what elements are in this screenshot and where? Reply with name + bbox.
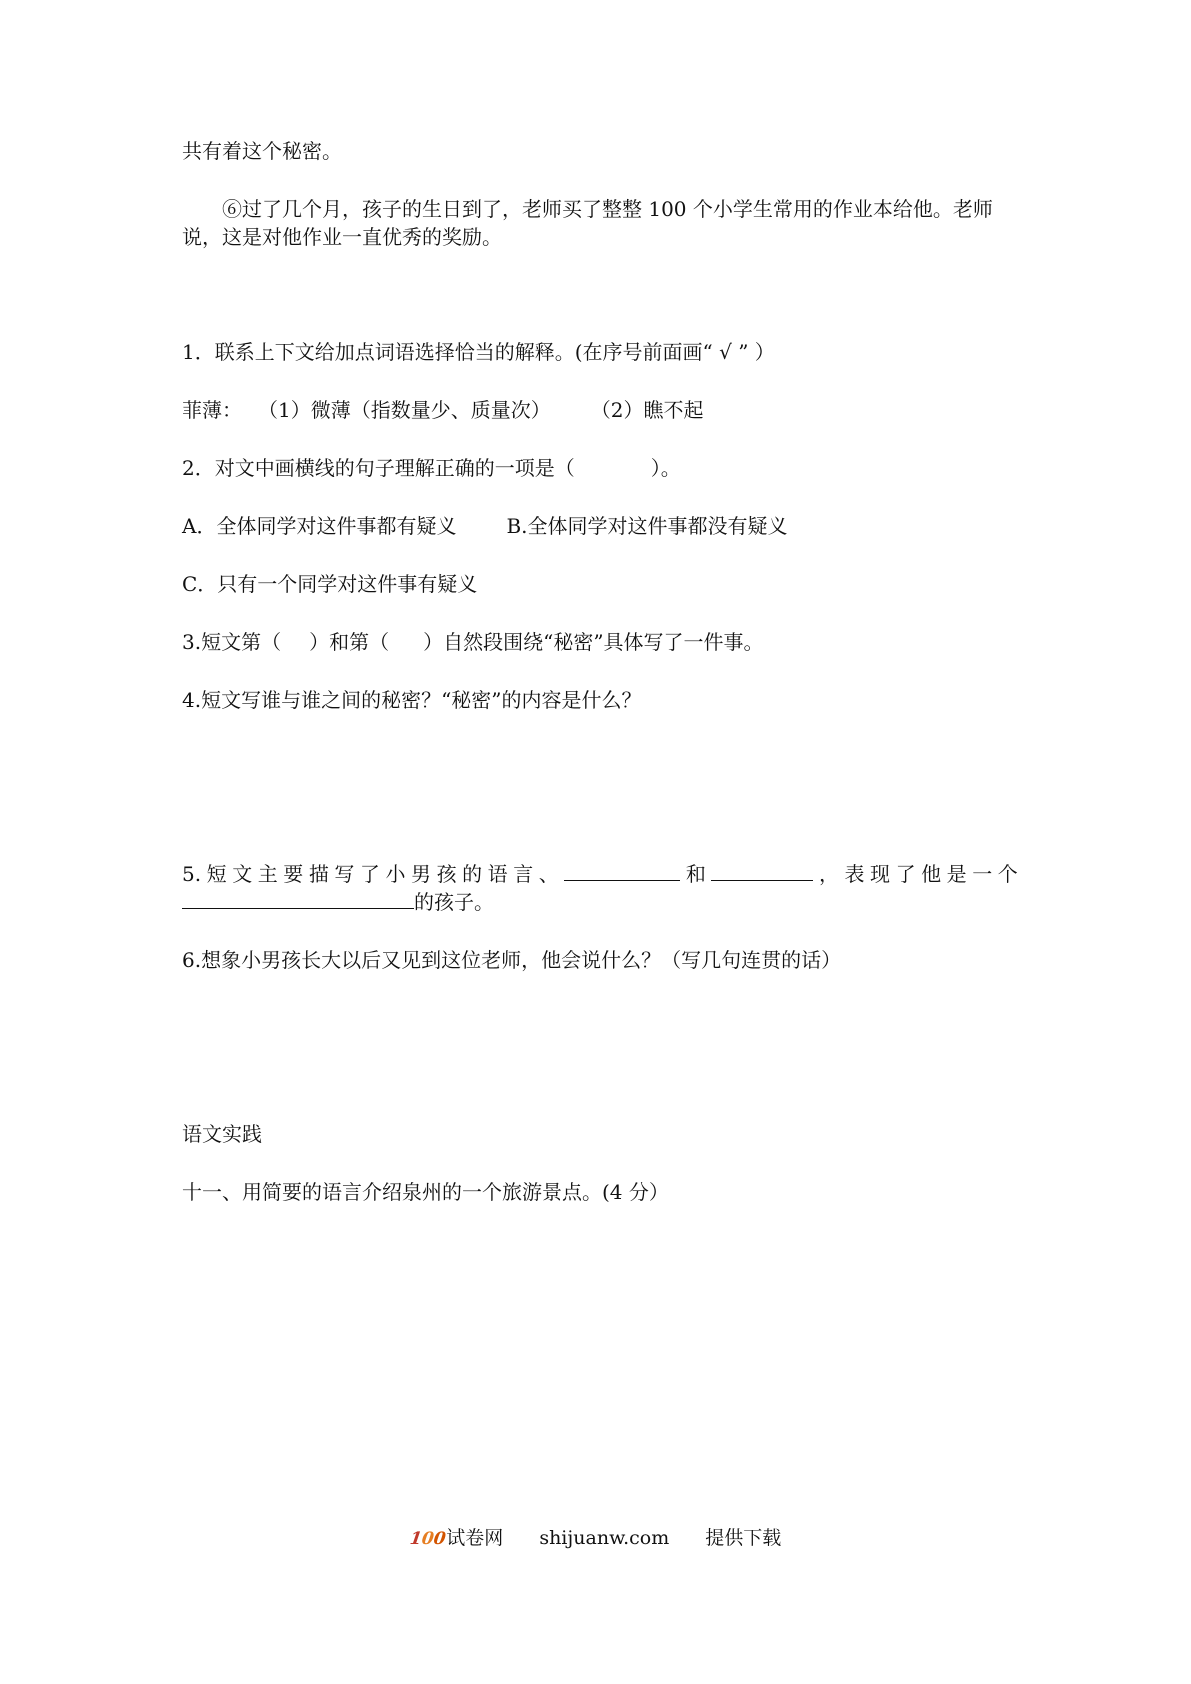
question-5-word: 要 [283,862,304,886]
download-note: 提供下载 [705,1527,782,1549]
question-1-options [182,396,703,424]
question-5-blank-2[interactable] [711,860,813,881]
question-5-word: 孩 [436,862,457,886]
question-5-word: 主 [257,862,278,886]
site-logo-icon: 100 [408,1529,447,1549]
question-2 [182,454,681,482]
question-5-word: 、 [538,862,559,886]
question-11: 十一、用简要的语言介绍泉州的一个旅游景点。(4 分） [182,1180,669,1204]
question-5-word: ， [818,862,839,886]
question-5-line-2 [182,888,494,916]
question-4: 4.短文写谁与谁之间的秘密？“秘密”的内容是什么？ [182,688,642,712]
question-5-word: 他 [921,862,942,886]
question-5-word: 了 [359,862,380,886]
question-3-part-b: ）和第（ [309,630,390,654]
question-5-line-1 [182,860,1018,888]
question-2-stem: 2．对文中画横线的句子理解正确的一项是（ [182,456,575,480]
question-2-option-a: A．全体同学对这件事都有疑义 [182,514,457,538]
question-2-options-ab [182,512,788,540]
site-domain[interactable]: shijuanw.com [539,1527,670,1549]
question-5-word: 现 [870,862,891,886]
question-5-word: 小 [385,862,406,886]
question-5-and: 和 [685,862,706,886]
question-5-blank-1[interactable] [564,860,680,881]
question-1-word: 菲薄： [182,398,242,422]
question-5-word: 了 [895,862,916,886]
question-5-word: 是 [946,862,967,886]
question-5-end: 的孩子。 [414,890,494,914]
passage-line: 共有着这个秘密。 [182,139,342,163]
passage-paragraph-6-line-1: ⑥过了几个月，孩子的生日到了，老师买了整整 100 个小学生常用的作业本给他。老师 [222,197,993,221]
page-footer [0,1524,1191,1553]
question-5-word: 短 [206,862,227,886]
question-5-blank-3[interactable] [182,888,414,909]
passage-paragraph-6-line-2: 说，这是对他作业一直优秀的奖励。 [182,225,502,249]
question-5-word: 文 [232,862,253,886]
question-5-word: 一 [972,862,993,886]
question-5-word: 写 [334,862,355,886]
question-5-word: 言 [513,862,534,886]
question-3 [182,628,764,656]
question-5-word: 5. [182,862,202,886]
question-5-word: 的 [462,862,483,886]
question-3-part-c: ）自然段围绕“秘密”具体写了一件事。 [423,630,764,654]
question-1-option-2: （2）瞧不起 [590,398,704,422]
question-5-word: 男 [411,862,432,886]
question-2-stem-end: ）。 [650,456,681,480]
question-2-option-c: C．只有一个同学对这件事有疑义 [182,572,478,596]
question-3-part-a: 3.短文第（ [182,630,282,654]
question-1: 1．联系上下文给加点词语选择恰当的解释。(在序号前面画“ √ ” ） [182,340,775,364]
site-name: 试卷网 [446,1527,504,1549]
question-5-word: 表 [844,862,865,886]
question-5-word: 描 [308,862,329,886]
question-5-word: 语 [487,862,508,886]
question-1-option-1: （1）微薄（指数量少、质量次） [258,398,551,422]
section-heading: 语文实践 [182,1122,262,1146]
question-6: 6.想象小男孩长大以后又见到这位老师，他会说什么？（写几句连贯的话） [182,948,842,972]
question-5-word: 个 [997,862,1018,886]
question-2-option-b: B.全体同学对这件事都没有疑义 [506,514,788,538]
